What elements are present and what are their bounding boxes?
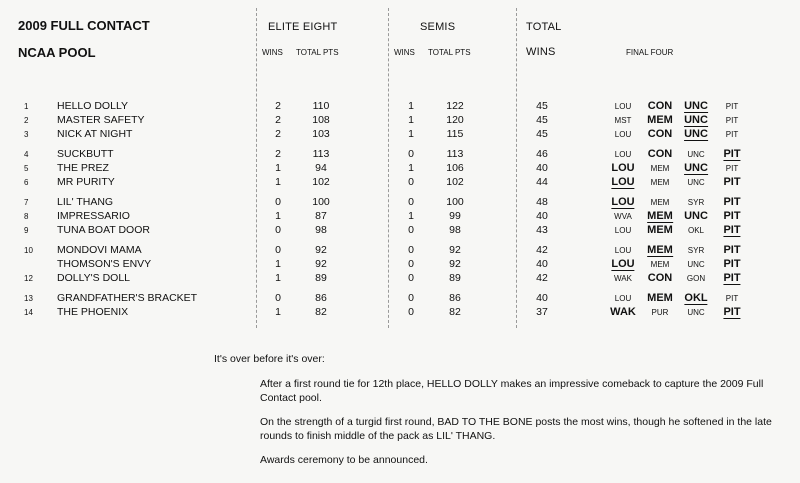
entry-name: SUCKBUTT bbox=[57, 148, 114, 160]
elite-wins: 2 bbox=[275, 128, 281, 140]
table-row bbox=[0, 176, 800, 188]
final-four-pick: UNC bbox=[687, 260, 705, 269]
final-four-pick: LOU bbox=[614, 130, 632, 139]
entry-name: LIL' THANG bbox=[57, 196, 114, 208]
elite-total-pts: 94 bbox=[315, 162, 327, 174]
semis-total-pts: 122 bbox=[446, 100, 464, 112]
final-four-pick: CON bbox=[647, 272, 673, 284]
semis-total-pts: 98 bbox=[449, 224, 461, 236]
elite-wins: 1 bbox=[275, 210, 281, 222]
semis-total-pts: 120 bbox=[446, 114, 464, 126]
rank: 13 bbox=[24, 294, 33, 303]
notes-paragraph-2: On the strength of a turgid first round, BAD TO THE BONE posts the most wins, though he softened in the late rounds to finish middle of the pack as LIL' THANG. bbox=[260, 416, 772, 442]
total-wins: 40 bbox=[536, 210, 548, 222]
final-four-pick: LOU bbox=[611, 176, 635, 188]
semis-total-pts: 100 bbox=[446, 196, 464, 208]
entry-name: IMPRESSARIO bbox=[57, 210, 130, 222]
semis-wins: 0 bbox=[408, 148, 414, 160]
elite-total-pts: 113 bbox=[312, 148, 330, 160]
final-four-pick: OKL bbox=[687, 226, 705, 235]
entry-name: MASTER SAFETY bbox=[57, 114, 145, 126]
semis-wins: 0 bbox=[408, 292, 414, 304]
elite-wins: 2 bbox=[275, 100, 281, 112]
final-four-pick: UNC bbox=[687, 308, 705, 317]
final-four-pick: PIT bbox=[723, 272, 741, 284]
elite-total-pts: 98 bbox=[315, 224, 327, 236]
final-four-pick: LOU bbox=[614, 294, 632, 303]
pool-title-line1: 2009 FULL CONTACT bbox=[18, 18, 150, 33]
final-four-pick: CON bbox=[647, 128, 673, 140]
elite-total-pts: 89 bbox=[315, 272, 327, 284]
final-four-pick: UNC bbox=[684, 128, 708, 140]
final-four-pick: MEM bbox=[650, 178, 670, 187]
semis-wins: 0 bbox=[408, 244, 414, 256]
elite-wins: 1 bbox=[275, 176, 281, 188]
total-wins: 42 bbox=[536, 272, 548, 284]
final-four-pick: PIT bbox=[725, 102, 739, 111]
semis-wins: 0 bbox=[408, 176, 414, 188]
elite-wins: 1 bbox=[275, 162, 281, 174]
final-four-pick: LOU bbox=[611, 162, 635, 174]
table-row bbox=[0, 272, 800, 284]
elite-wins: 0 bbox=[275, 196, 281, 208]
rank: 2 bbox=[24, 116, 29, 125]
total-wins: 45 bbox=[536, 100, 548, 112]
table-row bbox=[0, 100, 800, 112]
final-four-pick: LOU bbox=[614, 102, 632, 111]
final-four-pick: PIT bbox=[723, 258, 741, 270]
semis-wins: 0 bbox=[408, 196, 414, 208]
total-wins: 43 bbox=[536, 224, 548, 236]
final-four-pick: LOU bbox=[611, 258, 635, 270]
table-row bbox=[0, 114, 800, 126]
subheader-semis-wins: WINS bbox=[394, 48, 415, 57]
final-four-pick: OKL bbox=[684, 292, 708, 304]
final-four-pick: UNC bbox=[687, 178, 705, 187]
semis-wins: 0 bbox=[408, 258, 414, 270]
entry-name: MR PURITY bbox=[57, 176, 115, 188]
entry-name: MONDOVI MAMA bbox=[57, 244, 142, 256]
entry-name: THE PREZ bbox=[57, 162, 109, 174]
final-four-pick: SYR bbox=[687, 246, 705, 255]
elite-total-pts: 110 bbox=[312, 100, 330, 112]
semis-total-pts: 106 bbox=[446, 162, 464, 174]
header-elite-eight: ELITE EIGHT bbox=[268, 21, 338, 33]
final-four-pick: PIT bbox=[723, 244, 741, 256]
total-wins: 37 bbox=[536, 306, 548, 318]
final-four-pick: PIT bbox=[723, 176, 741, 188]
final-four-pick: PIT bbox=[725, 116, 739, 125]
total-wins: 48 bbox=[536, 196, 548, 208]
semis-wins: 1 bbox=[408, 162, 414, 174]
subheader-elite-wins: WINS bbox=[262, 48, 283, 57]
final-four-pick: MEM bbox=[647, 114, 673, 126]
semis-total-pts: 99 bbox=[449, 210, 461, 222]
final-four-pick: WVA bbox=[614, 212, 632, 221]
header-semis: SEMIS bbox=[420, 21, 456, 33]
rank: 5 bbox=[24, 164, 29, 173]
final-four-pick: MEM bbox=[647, 224, 673, 236]
final-four-pick: LOU bbox=[614, 150, 632, 159]
final-four-pick: PIT bbox=[723, 148, 741, 160]
table-row bbox=[0, 224, 800, 236]
notes-heading: It's over before it's over: bbox=[214, 353, 325, 365]
total-wins: 40 bbox=[536, 162, 548, 174]
semis-total-pts: 82 bbox=[449, 306, 461, 318]
entry-name: DOLLY'S DOLL bbox=[57, 272, 131, 284]
elite-total-pts: 100 bbox=[312, 196, 330, 208]
table-row bbox=[0, 162, 800, 174]
final-four-pick: WAK bbox=[610, 306, 636, 318]
elite-total-pts: 87 bbox=[315, 210, 327, 222]
subheader-total-wins: WINS bbox=[526, 46, 556, 58]
final-four-pick: WAK bbox=[614, 274, 632, 283]
entry-name: THE PHOENIX bbox=[57, 306, 129, 318]
semis-wins: 1 bbox=[408, 100, 414, 112]
semis-total-pts: 115 bbox=[446, 128, 464, 140]
final-four-pick: PIT bbox=[725, 164, 739, 173]
semis-total-pts: 92 bbox=[449, 244, 461, 256]
final-four-pick: GON bbox=[686, 274, 706, 283]
pool-title-line2: NCAA POOL bbox=[18, 45, 96, 60]
subheader-semis-total-pts: TOTAL PTS bbox=[428, 48, 471, 57]
semis-wins: 0 bbox=[408, 272, 414, 284]
table-row bbox=[0, 258, 800, 270]
elite-wins: 2 bbox=[275, 148, 281, 160]
entry-name: GRANDFATHER'S BRACKET bbox=[57, 292, 198, 304]
total-wins: 46 bbox=[536, 148, 548, 160]
semis-total-pts: 102 bbox=[446, 176, 464, 188]
final-four-pick: LOU bbox=[614, 226, 632, 235]
elite-total-pts: 92 bbox=[315, 244, 327, 256]
final-four-pick: MEM bbox=[647, 210, 673, 222]
elite-wins: 2 bbox=[275, 114, 281, 126]
semis-wins: 0 bbox=[408, 306, 414, 318]
final-four-pick: PIT bbox=[723, 306, 741, 318]
final-four-pick: MEM bbox=[647, 244, 673, 256]
elite-wins: 1 bbox=[275, 258, 281, 270]
rank: 14 bbox=[24, 308, 33, 317]
total-wins: 40 bbox=[536, 258, 548, 270]
final-four-pick: PIT bbox=[723, 210, 741, 222]
final-four-pick: PIT bbox=[725, 130, 739, 139]
total-wins: 45 bbox=[536, 128, 548, 140]
final-four-pick: UNC bbox=[687, 150, 705, 159]
notes-paragraph-3: Awards ceremony to be announced. bbox=[260, 454, 428, 466]
table-row bbox=[0, 128, 800, 140]
elite-total-pts: 108 bbox=[312, 114, 330, 126]
semis-wins: 1 bbox=[408, 114, 414, 126]
table-row bbox=[0, 148, 800, 160]
final-four-pick: UNC bbox=[684, 100, 708, 112]
elite-wins: 0 bbox=[275, 224, 281, 236]
elite-wins: 0 bbox=[275, 244, 281, 256]
header-total: TOTAL bbox=[526, 21, 562, 33]
entry-name: TUNA BOAT DOOR bbox=[57, 224, 150, 236]
rank: 7 bbox=[24, 198, 29, 207]
total-wins: 45 bbox=[536, 114, 548, 126]
final-four-pick: SYR bbox=[687, 198, 705, 207]
final-four-pick: MEM bbox=[650, 164, 670, 173]
semis-total-pts: 89 bbox=[449, 272, 461, 284]
final-four-pick: MEM bbox=[650, 260, 670, 269]
semis-total-pts: 92 bbox=[449, 258, 461, 270]
final-four-pick: PUR bbox=[651, 308, 669, 317]
entry-name: HELLO DOLLY bbox=[57, 100, 129, 112]
rank: 8 bbox=[24, 212, 29, 221]
elite-wins: 1 bbox=[275, 306, 281, 318]
table-row bbox=[0, 210, 800, 222]
final-four-pick: LOU bbox=[614, 246, 632, 255]
final-four-pick: PIT bbox=[723, 196, 741, 208]
table-row bbox=[0, 196, 800, 208]
rank: 1 bbox=[24, 102, 29, 111]
table-row bbox=[0, 244, 800, 256]
total-wins: 44 bbox=[536, 176, 548, 188]
elite-total-pts: 103 bbox=[312, 128, 330, 140]
elite-total-pts: 92 bbox=[315, 258, 327, 270]
final-four-pick: MEM bbox=[647, 292, 673, 304]
semis-total-pts: 86 bbox=[449, 292, 461, 304]
entry-name: NICK AT NIGHT bbox=[57, 128, 133, 140]
rank: 6 bbox=[24, 178, 29, 187]
final-four-pick: UNC bbox=[684, 114, 708, 126]
subheader-final-four: FINAL FOUR bbox=[626, 48, 674, 57]
rank: 12 bbox=[24, 274, 33, 283]
elite-wins: 0 bbox=[275, 292, 281, 304]
elite-wins: 1 bbox=[275, 272, 281, 284]
final-four-pick: CON bbox=[647, 100, 673, 112]
final-four-pick: MEM bbox=[650, 198, 670, 207]
rank: 3 bbox=[24, 130, 29, 139]
semis-wins: 1 bbox=[408, 210, 414, 222]
semis-wins: 1 bbox=[408, 128, 414, 140]
semis-wins: 0 bbox=[408, 224, 414, 236]
rank: 4 bbox=[24, 150, 29, 159]
final-four-pick: PIT bbox=[725, 294, 739, 303]
semis-total-pts: 113 bbox=[446, 148, 464, 160]
notes-paragraph-1: After a first round tie for 12th place, HELLO DOLLY makes an impressive comeback to capture the 2009 Full Contact pool. bbox=[260, 378, 764, 404]
final-four-pick: CON bbox=[647, 148, 673, 160]
final-four-pick: PIT bbox=[723, 224, 741, 236]
elite-total-pts: 82 bbox=[315, 306, 327, 318]
final-four-pick: UNC bbox=[684, 162, 708, 174]
final-four-pick: LOU bbox=[611, 196, 635, 208]
entry-name: THOMSON'S ENVY bbox=[57, 258, 152, 270]
rank: 9 bbox=[24, 226, 29, 235]
elite-total-pts: 102 bbox=[312, 176, 330, 188]
table-row bbox=[0, 306, 800, 318]
final-four-pick: MST bbox=[614, 116, 632, 125]
total-wins: 40 bbox=[536, 292, 548, 304]
final-four-pick: UNC bbox=[684, 210, 708, 222]
rank: 10 bbox=[24, 246, 33, 255]
elite-total-pts: 86 bbox=[315, 292, 327, 304]
subheader-elite-total-pts: TOTAL PTS bbox=[296, 48, 339, 57]
total-wins: 42 bbox=[536, 244, 548, 256]
table-row bbox=[0, 292, 800, 304]
